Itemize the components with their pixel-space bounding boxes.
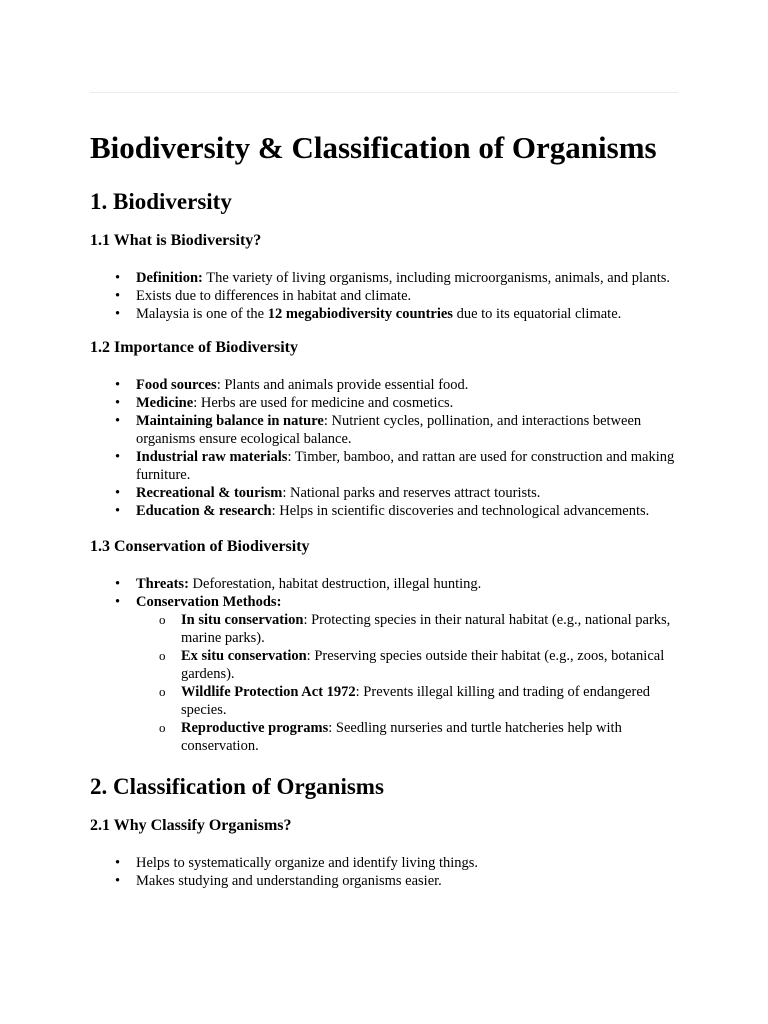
list-item	[181, 611, 680, 647]
list-item	[181, 683, 680, 719]
list-item	[136, 484, 680, 502]
subsection-heading-what-is-biodiversity: 1.1 What is Biodiversity?	[90, 232, 262, 249]
list-item	[136, 502, 680, 520]
list-item: • Helps to systematically organize and identify living things.	[136, 854, 680, 872]
term-label: In situ conservation	[181, 612, 304, 628]
list-item	[136, 394, 680, 412]
item-text: : Seedling nurseries and turtle hatcheries help with conservation.	[181, 720, 622, 754]
what-is-biodiversity-list	[90, 269, 680, 323]
document-body	[90, 126, 680, 904]
conservation-list	[90, 575, 680, 755]
section-heading-biodiversity: 1. Biodiversity	[90, 189, 232, 214]
subsection-heading-conservation: 1.3 Conservation of Biodiversity	[90, 538, 310, 555]
list-item	[181, 647, 680, 683]
list-item	[136, 593, 680, 755]
term-label: Reproductive programs	[181, 720, 329, 736]
section-heading-classification: 2. Classification of Organisms	[90, 774, 384, 799]
list-item	[136, 448, 680, 484]
term-label: Threats:	[136, 576, 189, 592]
item-text: : Protecting species in their natural habitat (e.g., national parks, marine parks).	[181, 612, 671, 646]
item-text: : Herbs are used for medicine and cosmetics.	[193, 395, 454, 411]
item-text: Exists due to differences in habitat and climate.	[136, 288, 412, 304]
term-label: Industrial raw materials	[136, 449, 288, 465]
term-label: Food sources	[136, 377, 217, 393]
item-text: : Preserving species outside their habitat (e.g., zoos, botanical gardens).	[181, 648, 665, 682]
item-text: due to its equatorial climate.	[452, 306, 622, 322]
list-item	[136, 305, 680, 323]
why-classify-list	[90, 854, 680, 890]
item-text: : Helps in scientific discoveries and technological advancements.	[271, 503, 650, 519]
term-label: Medicine	[136, 395, 194, 411]
conservation-methods-list	[136, 611, 680, 755]
subsection-heading-importance: 1.2 Importance of Biodiversity	[90, 339, 298, 356]
item-text: : Timber, bamboo, and rattan are used for construction and making furniture.	[136, 449, 675, 483]
term-label: Definition:	[136, 270, 203, 286]
term-label: 12 megabiodiversity countries	[267, 306, 453, 322]
item-text: The variety of living organisms, including microorganisms, animals, and plants.	[202, 270, 671, 286]
list-item	[136, 269, 680, 287]
term-label: Education & research	[136, 503, 272, 519]
item-text: Malaysia is one of the	[136, 306, 268, 322]
term-label: Wildlife Protection Act 1972	[181, 684, 356, 700]
page-title: Biodiversity & Classification of Organisms	[90, 130, 657, 165]
term-label: Recreational & tourism	[136, 485, 283, 501]
term-label: Maintaining balance in nature	[136, 413, 324, 429]
importance-list	[90, 376, 680, 520]
item-text: : Plants and animals provide essential food.	[216, 377, 469, 393]
item-text: : Nutrient cycles, pollination, and interactions between organisms ensure ecological balance.	[136, 413, 642, 447]
list-item	[136, 412, 680, 448]
term-label: Ex situ conservation	[181, 648, 307, 664]
list-item	[181, 719, 680, 755]
list-item: • Makes studying and understanding organisms easier.	[136, 872, 680, 890]
item-text: : Prevents illegal killing and trading of endangered species.	[181, 684, 651, 718]
list-item	[136, 376, 680, 394]
item-text: Deforestation, habitat destruction, illegal hunting.	[188, 576, 482, 592]
list-item	[136, 287, 680, 305]
item-text: : National parks and reserves attract tourists.	[282, 485, 541, 501]
top-divider	[90, 92, 678, 93]
subsection-heading-why-classify: 2.1 Why Classify Organisms?	[90, 817, 292, 834]
term-label: Conservation Methods:	[136, 594, 282, 610]
list-item	[136, 575, 680, 593]
